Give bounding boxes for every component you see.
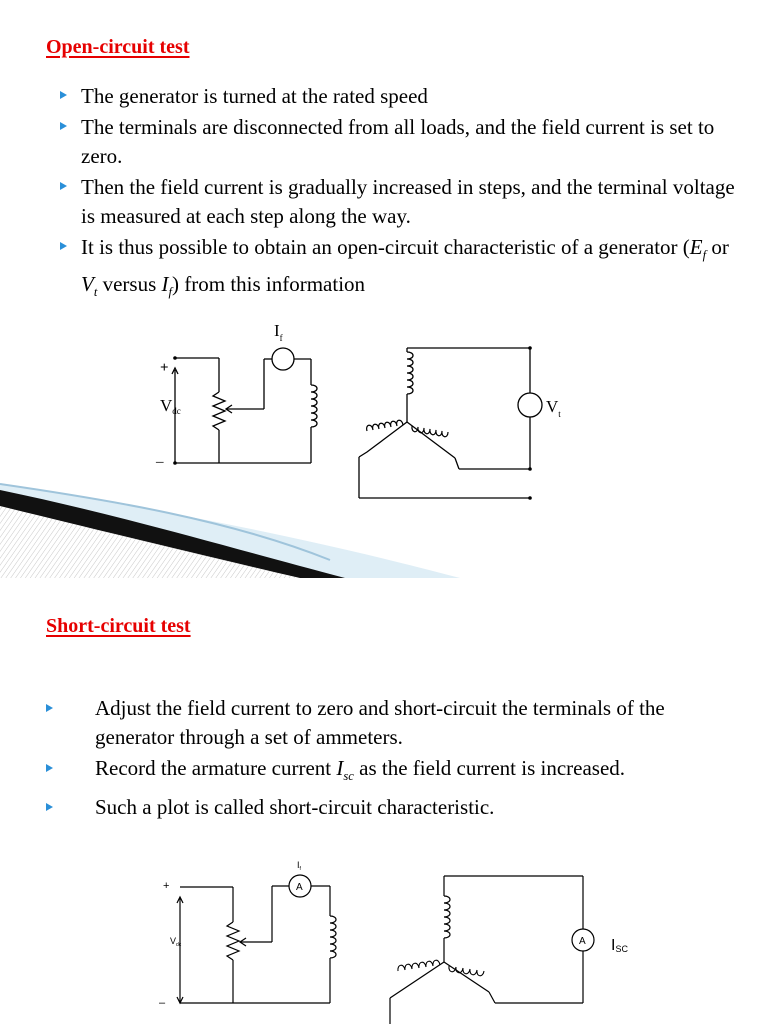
vdc-plus-label: + — [160, 360, 169, 376]
open-circuit-bullet-text: The generator is turned at the rated speed — [81, 84, 428, 108]
short-circuit-bullet-text: Record the armature current — [95, 756, 337, 780]
sc-vdc-minus-label: – — [159, 997, 166, 1009]
sc-armature-ammeter-label: A — [579, 936, 586, 947]
open-circuit-bullet-text: The terminals are disconnected from all loads, and the field current is set to zero. — [81, 115, 715, 168]
swoosh-decoration — [0, 483, 460, 578]
short-circuit-bullet-text: I — [336, 756, 344, 780]
vt-label: $V_t$ — [546, 397, 561, 419]
open-circuit-bullet-text: It is thus possible to obtain an open-circuit characteristic of a generator ( — [81, 235, 690, 259]
sc-field-circuit — [177, 875, 336, 1003]
open-circuit-bullet-text: I — [161, 272, 169, 297]
vdc-minus-label: – — [156, 454, 164, 470]
sc-vdc-plus-label: + — [163, 880, 170, 892]
short-circuit-bullet-text: sc — [343, 769, 354, 784]
open-circuit-bullet-text: versus — [97, 272, 162, 297]
open-circuit-bullet-text: t — [93, 285, 98, 300]
open-circuit-bullet-text: f — [702, 248, 707, 263]
open-circuit-heading: Open-circuit test — [46, 36, 190, 58]
vdc-label: Vdc — [160, 396, 181, 416]
short-circuit-heading: Short-circuit test — [46, 615, 191, 637]
sc-field-ammeter-label: A — [296, 882, 303, 893]
sc-vdc-label: $V_{dc}$ — [170, 936, 182, 948]
open-circuit-bullet-text: V — [81, 272, 94, 297]
short-circuit-diagram — [0, 578, 768, 1024]
short-circuit-slide — [0, 578, 768, 1024]
open-circuit-bullet-text: Then the field current is gradually increased in steps, and the terminal voltage is measured at each step along the way. — [81, 175, 735, 228]
field-circuit — [172, 348, 317, 463]
isc-label: ISC — [611, 937, 628, 954]
open-circuit-bullet-text: E — [689, 235, 703, 259]
armature-wye-circuit — [359, 348, 542, 498]
open-circuit-bullet-text: ) from this information — [172, 272, 366, 297]
open-circuit-bullet-text: f — [168, 285, 172, 300]
short-circuit-bullet-text: Adjust the field current to zero and short-circuit the terminals of the generator through a set of ammeters. — [95, 696, 665, 749]
field-current-label: $I_f$ — [274, 321, 283, 343]
open-circuit-bullet-text: or — [706, 235, 729, 259]
short-circuit-bullet-text: Such a plot is called short-circuit characteristic. — [95, 795, 495, 820]
sc-field-current-label: $I_f$ — [297, 860, 301, 872]
sc-armature-wye-circuit — [390, 876, 594, 1024]
short-circuit-bullet-text: as the field current is increased. — [353, 756, 626, 780]
